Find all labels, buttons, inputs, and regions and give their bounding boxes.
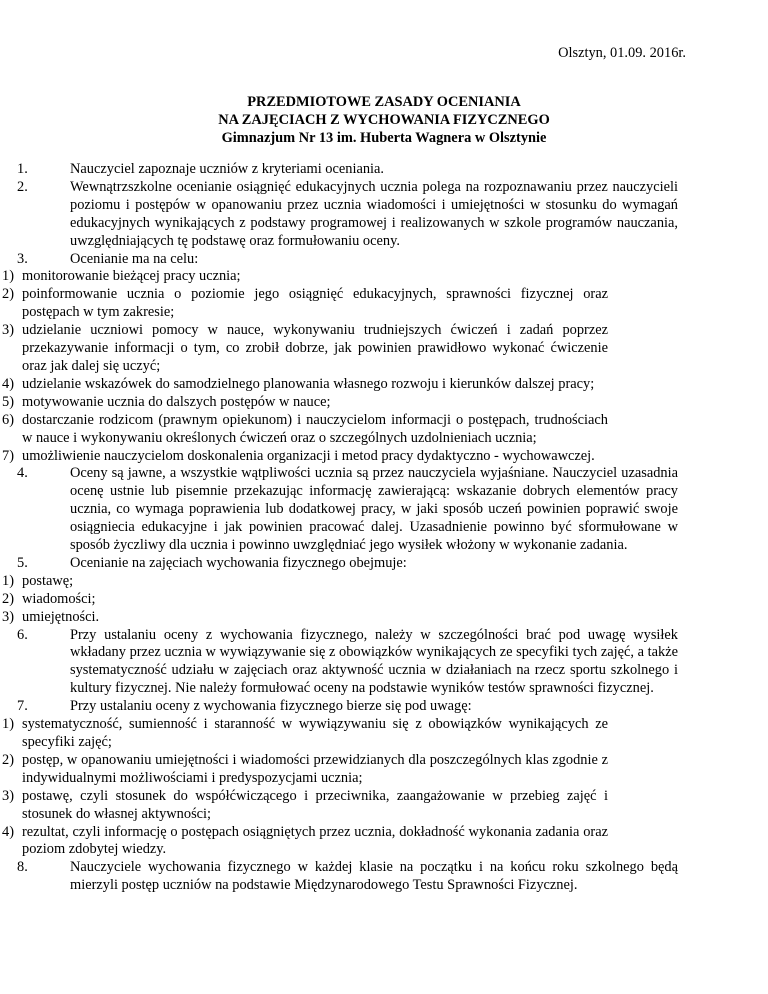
- sub-list-item-text: udzielanie uczniowi pomocy w nauce, wykonywaniu trudniejszych ćwiczeń i zadań poprzez przekazywanie informacji o tym, co zrobił dobrze, jak powinien prawidłowo wykonać ćwiczenie oraz jak dalej się uczyć;: [22, 322, 608, 374]
- list-item-text: Wewnątrzszkolne ocenianie osiągnięć edukacyjnych ucznia polega na rozpoznawaniu przez nauczycieli poziomu i postępów w opanowaniu przez ucznia wiadomości i umiejętności w stosunku do wymagań edukacyjnych wynikających z podstawy programowej i realizowanych w szkole programów nauczania, uwzględniających tę podstawę oraz formułowaniu oceny.: [70, 178, 678, 249]
- list-item-number: 5.: [17, 554, 28, 571]
- sub-list-item-number: 3): [2, 787, 14, 804]
- sub-list-item-text: umożliwienie nauczycielom doskonalenia organizacji i metod pracy dydaktyczno - wychowawczej.: [22, 447, 595, 464]
- list-item-text: Przy ustalaniu oceny z wychowania fizycznego bierze się pod uwagę:: [70, 698, 472, 715]
- sub-list-item: [0, 286, 608, 322]
- sub-list-item: [0, 394, 608, 412]
- sub-list-item-number: 2): [2, 286, 14, 303]
- document-title-line-3: Gimnazjum Nr 13 im. Huberta Wagnera w Olsztynie: [221, 129, 547, 146]
- list-item-text: Nauczyciele wychowania fizycznego w każdej klasie na początku i na końcu roku szkolnego będą mierzyli postęp uczniów na podstawie Międzynarodowego Testu Sprawności Fizycznej.: [70, 859, 678, 894]
- sub-list-item: [0, 376, 608, 394]
- sub-list-item-text: postawę;: [22, 572, 74, 589]
- sub-list-item-number: 4): [2, 375, 14, 392]
- document-date: Olsztyn, 01.09. 2016r.: [558, 45, 686, 61]
- list-item-number: 7.: [17, 698, 28, 715]
- sub-list-item-text: udzielanie wskazówek do samodzielnego planowania własnego rozwoju i kierunków dalszej pracy;: [22, 375, 595, 392]
- sub-list-item: [0, 591, 608, 609]
- rules-list: [0, 161, 768, 895]
- sub-list-item-text: monitorowanie bieżącej pracy ucznia;: [22, 268, 241, 285]
- list-item: [0, 465, 678, 555]
- sub-list-item: [0, 573, 608, 591]
- list-item-text: Oceny są jawne, a wszystkie wątpliwości ucznia są przez nauczyciela wyjaśniane. Nauczyciel uzasadnia ocenę ustnie lub pisemnie przekazując informację zawierającą: wskazanie dobrych elementów pracy ucznia, co wymaga poprawienia lub dodatkowej pracy, w jaki sposób uczeń powinien poprawić swoje osiągniecia edukacyjne i jak powinien pracować dalej. Uzasadnienie powinno być sformułowane w sposób życzliwy dla ucznia i powinno uwzględniać jego wysiłek włożony w wykonanie zadania.: [70, 465, 678, 554]
- list-item-number: 1.: [17, 161, 28, 177]
- list-item: [0, 859, 678, 895]
- document-title-block: [0, 94, 768, 148]
- list-item-text: Przy ustalaniu oceny z wychowania fizycznego, należy w szczególności brać pod uwagę wysiłek wkładany przez ucznia w wywiązywanie się z obowiązków wynikających ze specyfiki tych zajęć, a także systematyczność udziału w zajęciach oraz aktywność ucznia w działaniach na rzecz sportu szkolnego i kultury fizycznej. Nie należy formułować oceny na podstawie wyników testów sprawności fizycznej.: [70, 626, 678, 697]
- list-item-number: 4.: [17, 465, 28, 482]
- sub-list-item: [0, 609, 608, 627]
- sub-list-item-number: 6): [2, 411, 14, 428]
- sub-list-item: [0, 716, 608, 752]
- document-title-line-1: PRZEDMIOTOWE ZASADY OCENIANIA: [247, 94, 521, 110]
- sub-list-item-number: 7): [2, 447, 14, 464]
- list-item-number: 6.: [17, 626, 28, 643]
- sub-list-item: [0, 788, 608, 824]
- sub-list-item: [0, 412, 608, 448]
- list-item: [0, 627, 678, 699]
- sub-list-item-number: 3): [2, 322, 14, 339]
- sub-list-item-number: 1): [2, 716, 14, 733]
- sub-list-item-text: rezultat, czyli informację o postępach osiągniętych przez ucznia, dokładność wykonania zadania oraz poziom zdobytej wiedzy.: [22, 823, 608, 858]
- list-item: [0, 251, 678, 269]
- sub-list-item-number: 2): [2, 590, 14, 607]
- sub-list-item-number: 1): [2, 572, 14, 589]
- sub-list-item-number: 2): [2, 751, 14, 768]
- sub-list-item: [0, 322, 608, 376]
- sub-list-item-text: dostarczanie rodzicom (prawnym opiekunom) i nauczycielom informacji o postępach, trudnościach w nauce i wykonywaniu określonych ćwiczeń oraz o szczególnych uzdolnieniach ucznia;: [22, 411, 608, 446]
- sub-list-item: [0, 268, 608, 286]
- list-item-text: Ocenianie ma na celu:: [70, 250, 199, 267]
- list-item: [0, 179, 678, 251]
- list-item-number: 3.: [17, 250, 28, 267]
- sub-list-item-number: 3): [2, 608, 14, 625]
- sub-list-item-number: 4): [2, 823, 14, 840]
- list-item-number: 2.: [17, 178, 28, 195]
- sub-list-item-text: umiejętności.: [22, 608, 100, 625]
- sub-list-item-text: postawę, czyli stosunek do współćwiczącego i przeciwnika, zaangażowanie w przebieg zajęć i stosunek do własnej aktywności;: [22, 787, 608, 822]
- sub-list-item-text: systematyczność, sumienność i staranność w wywiązywaniu się z obowiązków wynikających ze specyfiki zajęć;: [22, 716, 608, 750]
- list-item-text: Nauczyciel zapoznaje uczniów z kryteriami oceniania.: [70, 161, 385, 177]
- sub-list-item: [0, 824, 608, 860]
- list-item: [0, 555, 678, 573]
- list-item: [0, 161, 678, 179]
- list-item-number: 8.: [17, 859, 28, 876]
- sub-list-item: [0, 448, 608, 466]
- sub-list-item-text: poinformowanie ucznia o poziomie jego osiągnięć edukacyjnych, sprawności fizycznej oraz postępach w tym zakresie;: [22, 286, 608, 321]
- list-item-text: Ocenianie na zajęciach wychowania fizycznego obejmuje:: [70, 554, 407, 571]
- sub-list-item: [0, 752, 608, 788]
- list-item: [0, 698, 678, 716]
- sub-list-item-number: 1): [2, 268, 14, 285]
- sub-list-item-number: 5): [2, 393, 14, 410]
- sub-list-item-text: postęp, w opanowaniu umiejętności i wiadomości przewidzianych dla poszczególnych klas zgodnie z indywidualnymi możliwościami i predyspozycjami ucznia;: [22, 751, 608, 786]
- sub-list-item-text: wiadomości;: [22, 590, 96, 607]
- sub-list-item-text: motywowanie ucznia do dalszych postępów w nauce;: [22, 393, 331, 410]
- document-title-line-2: NA ZAJĘCIACH Z WYCHOWANIA FIZYCZNEGO: [218, 111, 550, 128]
